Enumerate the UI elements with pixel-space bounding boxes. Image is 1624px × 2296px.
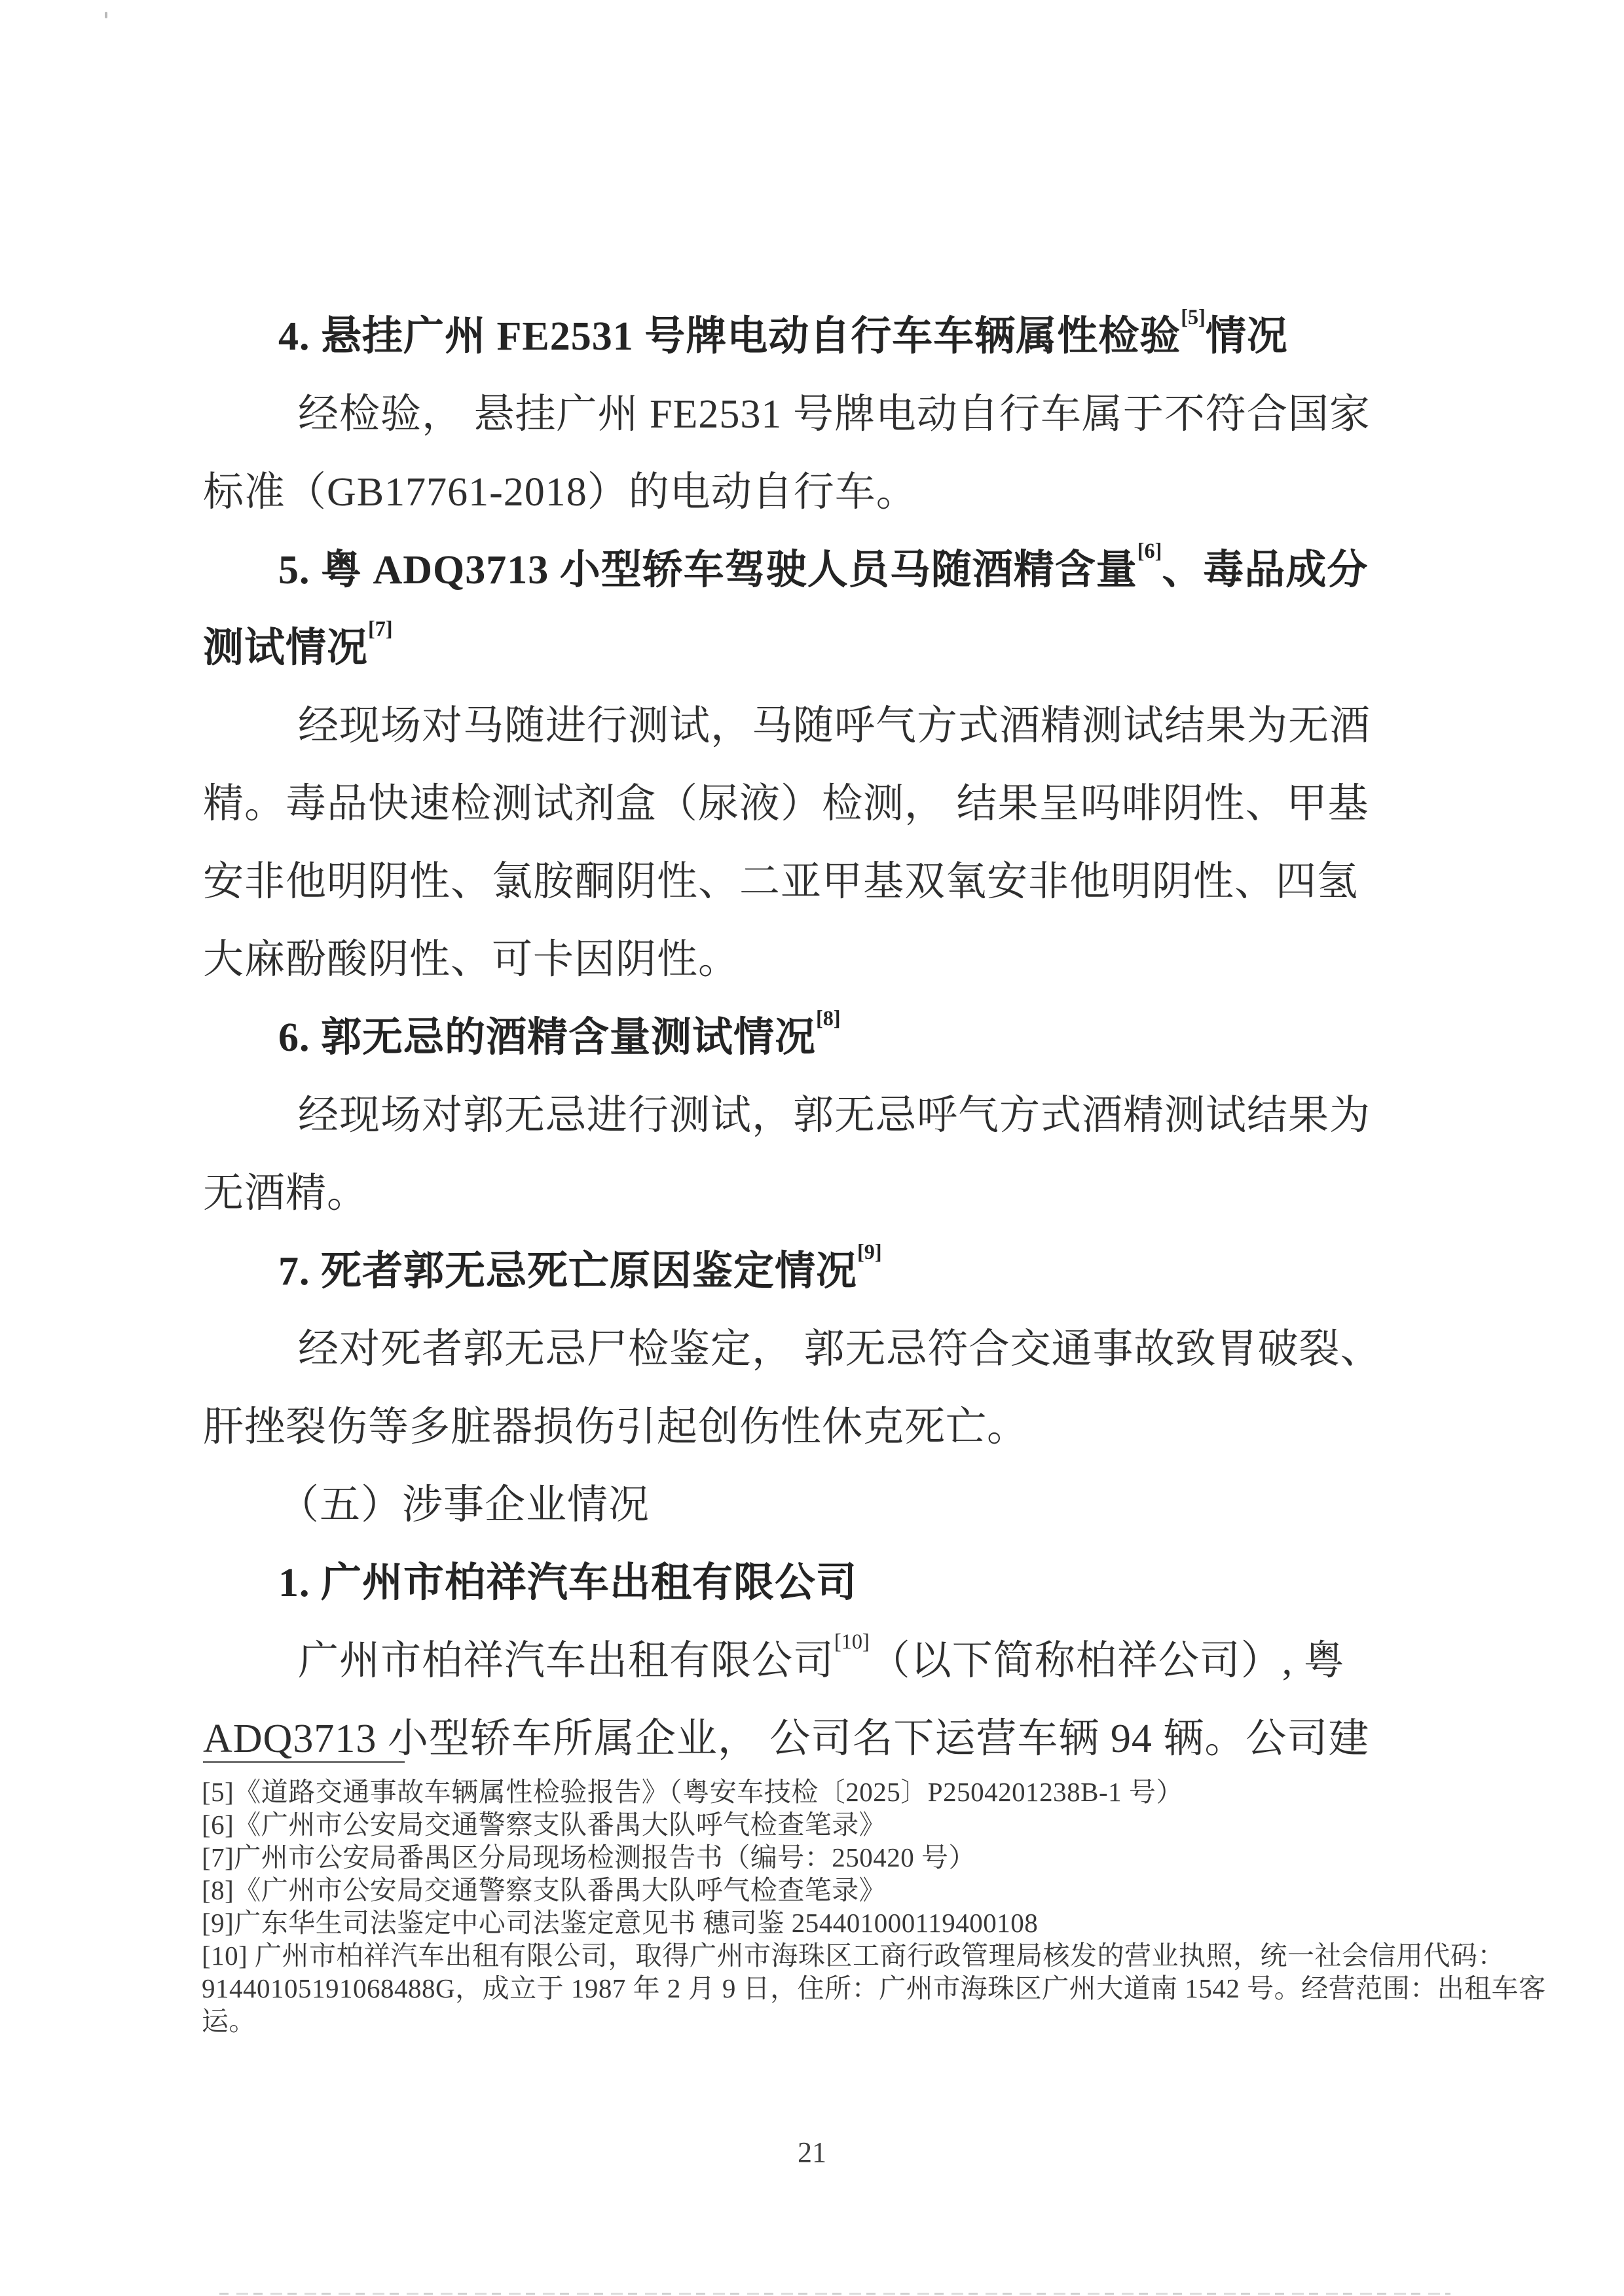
footnote-line: [5]《道路交通事故车辆属性检验报告》（粤安车技检〔2025〕P2504201238B-1 号） (202, 1777, 1183, 1807)
text-line: 安非他明阴性、氯胺酮阴性、二亚甲基双氧安非他明阴性、四氢 (203, 860, 1359, 904)
text-line: 4. 悬挂广州 FE2531 号牌电动自行车车辆属性检验[5]情况 (278, 304, 1288, 359)
text-line: （五）涉事企业情况 (278, 1483, 650, 1527)
text-line: 6. 郭无忌的酒精含量测试情况[8] (278, 1006, 841, 1060)
text-line: 经检验， 悬挂广州 FE2531 号牌电动自行车属于不符合国家 (298, 392, 1371, 437)
text-line: 测试情况[7] (203, 616, 393, 670)
text-line: 经现场对郭无忌进行测试，郭无忌呼气方式酒精测试结果为 (298, 1093, 1371, 1138)
text-line: 1. 广州市柏祥汽车出租有限公司 (278, 1561, 858, 1605)
scan-artifact-speck (105, 12, 107, 18)
footnote-line: [9]广东华生司法鉴定中心司法鉴定意见书 穗司鉴 254401000119400108 (202, 1908, 1039, 1938)
text-line: 经现场对马随进行测试，马随呼气方式酒精测试结果为无酒 (298, 704, 1371, 748)
text-line: 肝挫裂伤等多脏器损伤引起创伤性休克死亡。 (203, 1405, 1029, 1449)
footnote-line: 91440105191068488G，成立于 1987 年 2 月 9 日，住所：广州市海珠区广州大道南 1542 号。经营范围：出租车客 (202, 1973, 1546, 2003)
text-line: 经对死者郭无忌尸检鉴定， 郭无忌符合交通事故致胃破裂、 (298, 1327, 1382, 1372)
footnote-line: [10] 广州市柏祥汽车出租有限公司，取得广州市海珠区工商行政管理局核发的营业执照，统一社会信用代码： (202, 1941, 1505, 1971)
text-line: 广州市柏祥汽车出租有限公司[10]（以下简称柏祥公司）, 粤 (298, 1629, 1345, 1683)
footnote-separator (203, 1761, 405, 1763)
text-line: 标准（GB17761-2018）的电动自行车。 (203, 470, 917, 515)
text-line: 大麻酚酸阴性、可卡因阴性。 (203, 938, 740, 982)
main-text-block (203, 298, 1434, 1778)
scan-artifact-bottom-edge (219, 2293, 1450, 2295)
footnote-line: [7]广州市公安局番禺区分局现场检测报告书（编号：250420 号） (202, 1842, 976, 1872)
text-line: 7. 死者郭无忌死亡原因鉴定情况[9] (278, 1239, 882, 1294)
footnote-line: [8]《广州市公安局交通警察支队番禺大队呼气检查笔录》 (202, 1875, 887, 1905)
text-line: 精。毒品快速检测试剂盒（尿液）检测， 结果呈吗啡阴性、甲基 (203, 782, 1369, 826)
footnote-line: [6]《广州市公安局交通警察支队番禺大队呼气检查笔录》 (202, 1810, 887, 1840)
text-line: 5. 粤 ADQ3713 小型轿车驾驶人员马随酒精含量[6]、毒品成分 (278, 538, 1369, 592)
text-line: ADQ3713 小型轿车所属企业， 公司名下运营车辆 94 辆。公司建 (203, 1717, 1370, 1761)
footnote-line: 运。 (202, 2006, 256, 2036)
footnotes-block (202, 1776, 1546, 2037)
text-line: 无酒精。 (203, 1171, 369, 1216)
page-number: 21 (798, 2136, 826, 2168)
